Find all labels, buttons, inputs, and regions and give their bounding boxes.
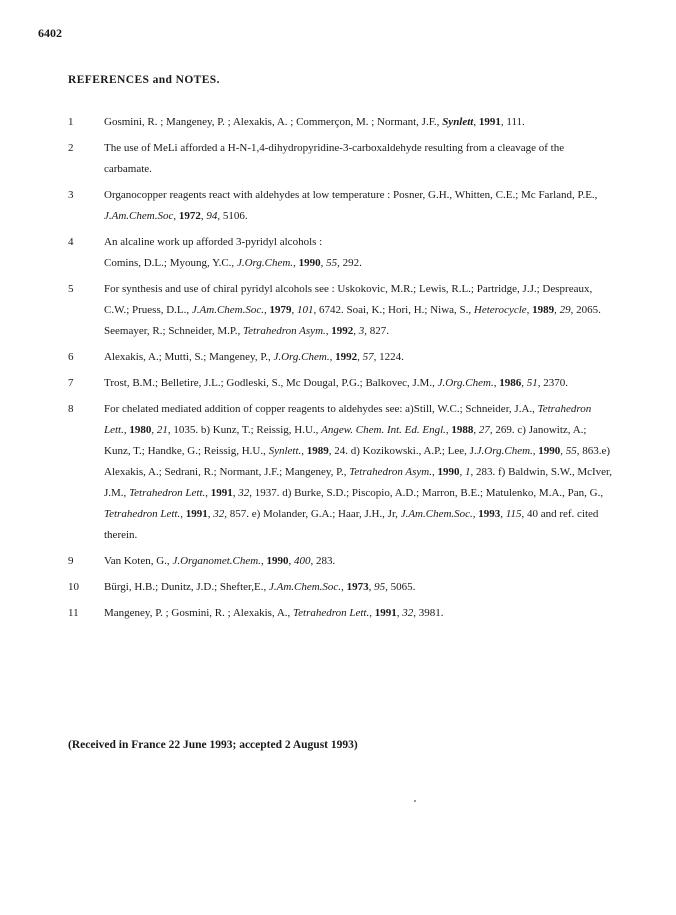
reference-text (104, 403, 612, 541)
reference-text (104, 142, 564, 175)
reference-segment: , (493, 377, 500, 389)
reference-text (104, 116, 525, 128)
reference-segment: 1 (465, 466, 471, 478)
reference-segment: 21 (156, 424, 168, 436)
reference-segment: 1991 (374, 607, 397, 619)
reference-segment: , 2065. Seemayer, R.; Schneider, M.P., (104, 304, 601, 337)
reference-segment: , 24. d) Kozikowski., A.P.; Lee, J. (328, 445, 477, 457)
section-heading: REFERENCES and NOTES. (68, 74, 220, 86)
reference-segment: 1989 (306, 445, 329, 457)
reference-segment: 1990 (538, 445, 561, 457)
reference-segment: , 857. e) Molander, G.A.; Haar, J.H., Jr, (224, 508, 401, 520)
reference-segment: Tetrahedron Asym. (243, 325, 326, 337)
reference-segment: , (473, 424, 479, 436)
reference-segment: 1989 (532, 304, 555, 316)
reference-segment: Organocopper reagents react with aldehydes at low temperature : Posner, G.H., Whitten, C.E.; Mc Farland, P.E., (104, 189, 598, 201)
reference-number: 11 (68, 607, 79, 619)
reference-segment: , (173, 210, 179, 222)
reference-segment: , (432, 466, 438, 478)
reference-segment: 29 (559, 304, 571, 316)
reference-item (68, 185, 613, 227)
reference-segment: 1991 (210, 487, 233, 499)
reference-segment: Mangeney, P. ; Gosmini, R. ; Alexakis, A., (104, 607, 294, 619)
reference-number: 7 (68, 377, 74, 389)
reference-segment: An alcaline work up afforded 3-pyridyl alcohols : (104, 236, 323, 248)
reference-segment: , (200, 210, 207, 222)
reference-item (68, 112, 613, 133)
reference-segment: Alexakis, A.; Mutti, S.; Mangeney, P., (104, 351, 274, 363)
reference-segment: , (207, 508, 214, 520)
reference-number: 5 (68, 283, 74, 295)
reference-segment: 57 (362, 351, 374, 363)
reference-segment: , (123, 424, 130, 436)
reference-item (68, 347, 613, 368)
reference-segment: Van Koten, G., (104, 555, 173, 567)
stray-dot (414, 800, 416, 802)
reference-segment: 1991 (478, 116, 501, 128)
reference-segment: , 269. c) Janowitz, A.; Kunz, T.; Handke, G.; Reissig, H.U., (104, 424, 587, 457)
reference-segment: , 40 and ref. cited therein. (104, 508, 599, 541)
reference-segment: Tetrahedron Lett. (104, 508, 181, 520)
reference-segment: , (532, 445, 539, 457)
reference-segment: , (260, 555, 267, 567)
reference-segment: , 283. f) Baldwin, S.W., McIver, J.M., (104, 466, 613, 499)
reference-segment: , (151, 424, 157, 436)
reference-item (68, 603, 613, 624)
reference-text (104, 236, 362, 269)
reference-segment: 1991 (185, 508, 208, 520)
reference-item (68, 138, 613, 180)
reference-segment: Bürgi, H.B.; Dunitz, J.D.; Shefter,E., (104, 581, 269, 593)
reference-segment: J.Org.Chem. (236, 257, 294, 269)
reference-segment: J.Org.Chem. (273, 351, 330, 363)
reference-segment: Trost, B.M.; Belletire, J.L.; Godleski, S., Mc Dougal, P.G.; Balkovec, J.M., (104, 377, 438, 389)
reference-segment: , (205, 487, 211, 499)
reference-number: 1 (68, 116, 74, 128)
reference-segment: For synthesis and use of chiral pyridyl alcohols see : Uskokovic, M.R.; Lewis, R.L.; Partridge, J.J.; Despreaux, C.W.; Pruess, D.L., (104, 283, 593, 316)
reference-segment: , (288, 555, 294, 567)
reference-segment: , 5106. (217, 210, 248, 222)
reference-segment: , (500, 508, 506, 520)
reference-number: 10 (68, 581, 79, 593)
reference-segment: , (368, 581, 375, 593)
reference-segment: Tetrahedron Lett. (293, 607, 370, 619)
reference-segment: Synlett. (268, 445, 302, 457)
reference-segment: , 2370. (537, 377, 568, 389)
reference-segment: , (396, 607, 403, 619)
reference-segment: Tetrahedron Lett. (104, 403, 592, 436)
reference-segment: 55 (326, 257, 338, 269)
reference-segment: 1980 (129, 424, 152, 436)
reference-segment: For chelated mediated addition of copper reagents to aldehydes see: a)Still, W.C.; Schneider, J.A., (104, 403, 538, 415)
reference-segment: 32 (238, 487, 250, 499)
reference-segment: 1972 (178, 210, 201, 222)
reference-text (104, 555, 335, 567)
reference-number: 4 (68, 236, 74, 248)
reference-segment: 32 (402, 607, 414, 619)
reference-segment: Synlett (442, 116, 474, 128)
reference-segment: 1986 (499, 377, 522, 389)
reference-segment: , 111. (500, 116, 525, 128)
received-note: (Received in France 22 June 1993; accepted 2 August 1993) (68, 739, 358, 751)
reference-segment: 1979 (269, 304, 292, 316)
reference-item (68, 373, 613, 394)
reference-segment: 1990 (437, 466, 460, 478)
reference-segment: Tetrahedron Asym. (349, 466, 432, 478)
reference-segment: J.Org.Chem. (437, 377, 494, 389)
reference-segment: , (369, 607, 375, 619)
reference-segment: , (293, 257, 299, 269)
reference-segment: J.Am.Chem.Soc. (400, 508, 473, 520)
reference-segment: J.Am.Chem.Soc (104, 210, 174, 222)
reference-segment: J.Am.Chem.Soc. (191, 304, 264, 316)
reference-segment: , 5065. (385, 581, 416, 593)
reference-segment: , (459, 466, 465, 478)
reference-segment: 400 (293, 555, 311, 567)
reference-segment: Heterocycle (473, 304, 527, 316)
reference-segment: 1988 (451, 424, 474, 436)
reference-segment: Comins, D.L.; Myoung, Y.C., (104, 257, 237, 269)
reference-segment: Tetrahedron Lett. (129, 487, 206, 499)
reference-segment: , (320, 257, 327, 269)
reference-segment: 1990 (266, 555, 289, 567)
reference-segment: , (325, 325, 332, 337)
reference-text (104, 377, 568, 389)
reference-segment: 55 (565, 445, 577, 457)
reference-segment: , 6742. Soai, K.; Hori, H.; Niwa, S., (313, 304, 474, 316)
reference-segment: J.Organomet.Chem. (172, 555, 261, 567)
reference-segment: 1992 (335, 351, 358, 363)
reference-segment: , (329, 351, 336, 363)
reference-segment: 1973 (346, 581, 369, 593)
reference-segment: , 1937. d) Burke, S.D.; Piscopio, A.D.; Marron, B.E.; Matulenko, M.A., Pan, G., (249, 487, 604, 499)
reference-segment: , (554, 304, 560, 316)
reference-segment: , (291, 304, 297, 316)
reference-segment: 1993 (478, 508, 501, 520)
reference-segment: , (180, 508, 186, 520)
reference-item (68, 551, 613, 572)
reference-segment: , (232, 487, 239, 499)
reference-text (104, 607, 444, 619)
reference-segment: , (473, 116, 479, 128)
reference-segment: J.Org.Chem. (476, 445, 533, 457)
reference-segment: , (341, 581, 347, 593)
reference-segment: , (521, 377, 527, 389)
reference-segment: , (301, 445, 307, 457)
reference-segment: 1990 (298, 257, 321, 269)
reference-segment: 115 (505, 508, 522, 520)
reference-segment: J.Am.Chem.Soc. (268, 581, 342, 593)
reference-segment: 51 (526, 377, 538, 389)
reference-item (68, 577, 613, 598)
reference-segment: , (445, 424, 452, 436)
reference-segment: , 283. (310, 555, 336, 567)
reference-number: 9 (68, 555, 74, 567)
reference-segment: Gosmini, R. ; Mangeney, P. ; Alexakis, A. ; Commerçon, M. ; Normant, J.F., (104, 116, 443, 128)
reference-text (104, 351, 404, 363)
reference-segment: , (357, 351, 363, 363)
reference-text (104, 189, 597, 222)
page-number: 6402 (38, 26, 62, 40)
reference-list (68, 112, 613, 629)
reference-segment: , (264, 304, 270, 316)
reference-text (104, 581, 415, 593)
reference-segment: , (353, 325, 359, 337)
reference-number: 8 (68, 403, 74, 415)
reference-number: 2 (68, 142, 74, 154)
reference-segment: 3 (358, 325, 365, 337)
reference-segment: 27 (478, 424, 490, 436)
reference-segment: 101 (297, 304, 314, 316)
reference-text (104, 283, 601, 337)
reference-number: 6 (68, 351, 74, 363)
reference-number: 3 (68, 189, 74, 201)
reference-segment: 95 (374, 581, 386, 593)
reference-segment: , 827. (364, 325, 390, 337)
reference-segment: The use of MeLi afforded a H-N-1,4-dihydropyridine-3-carboxaldehyde resulting from a cleavage of the carbamate. (104, 142, 565, 175)
reference-segment: , 292. (337, 257, 362, 269)
reference-item (68, 232, 613, 274)
reference-segment: , 863.e) Alexakis, A.; Sedrani, R.; Normant, J.F.; Mangeney, P., (104, 445, 611, 478)
reference-segment: 32 (213, 508, 225, 520)
reference-segment: Angew. Chem. Int. Ed. Engl. (321, 424, 446, 436)
reference-segment: , 1224. (373, 351, 404, 363)
reference-segment: 94 (206, 210, 218, 222)
reference-segment: , 1035. b) Kunz, T.; Reissig, H.U., (167, 424, 322, 436)
reference-segment: , (526, 304, 533, 316)
reference-item (68, 279, 613, 342)
reference-segment: , (560, 445, 566, 457)
reference-item (68, 399, 613, 546)
reference-segment: , (472, 508, 479, 520)
reference-segment: , 3981. (413, 607, 444, 619)
reference-segment: 1992 (331, 325, 354, 337)
